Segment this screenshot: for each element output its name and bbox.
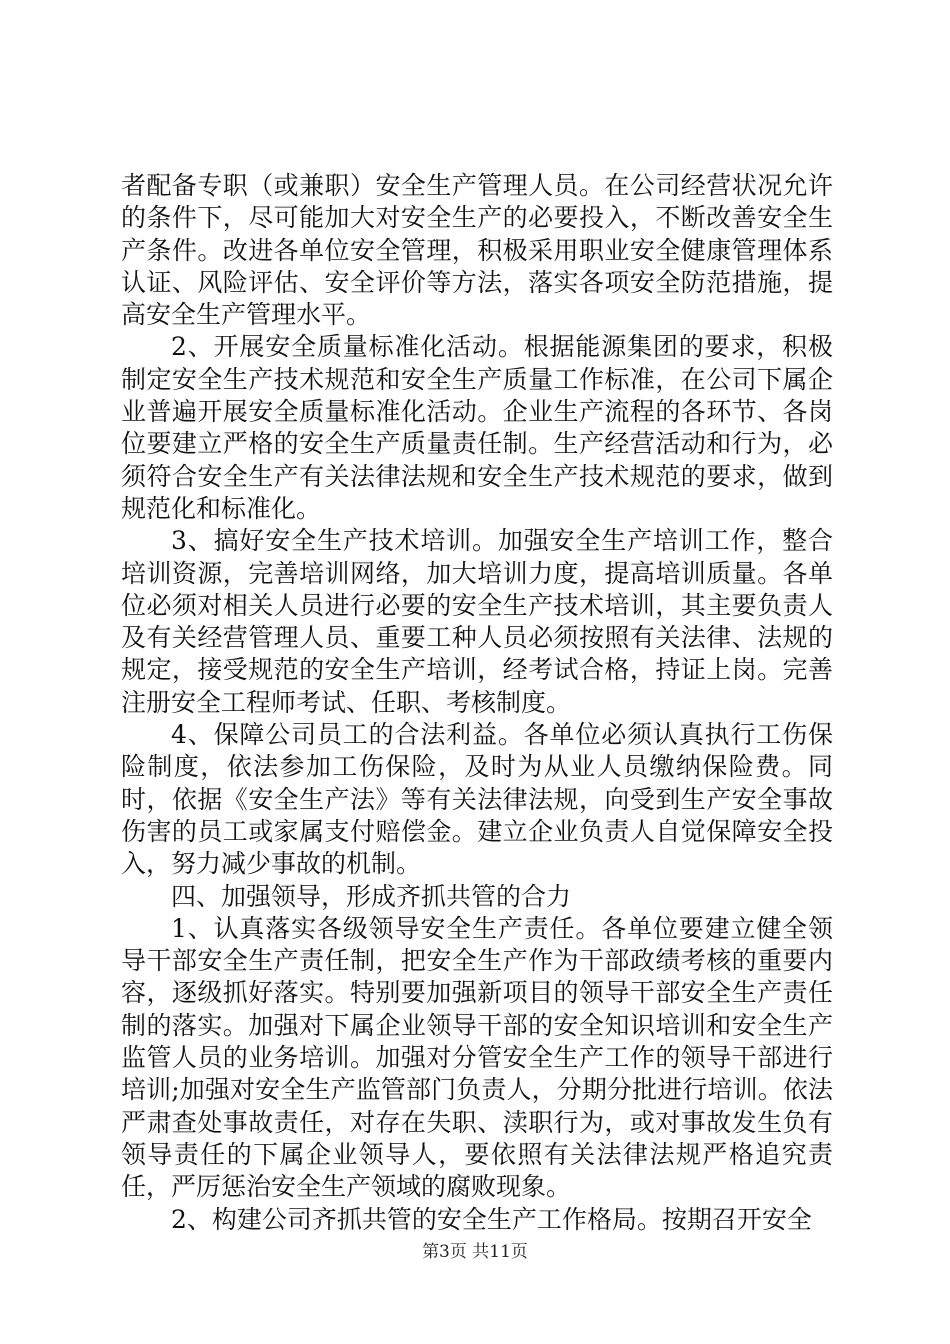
paragraph-3: 3、搞好安全生产技术培训。加强安全生产培训工作，整合培训资源，完善培训网络，加大培训力度，提高培训质量。各单位必须对相关人员进行必要的安全生产技术培训，其主要负责人及有关经营管理人员、重要工种人员必须按照有关法律、法规的规定，接受规范的安全生产培训，经考试合格，持证上岗。完善注册安全工程师考试、任职、考核制度。	[121, 526, 833, 717]
document-body	[121, 170, 833, 1236]
paragraph-1: 者配备专职（或兼职）安全生产管理人员。在公司经营状况允许的条件下，尽可能加大对安全生产的必要投入，不断改善安全生产条件。改进各单位安全管理，积极采用职业安全健康管理体系认证、风险评估、安全评价等方法，落实各项安全防范措施，提高安全生产管理水平。	[121, 171, 833, 330]
paragraph-5: 1、认真落实各级领导安全生产责任。各单位要建立健全领导干部安全生产责任制，把安全生产作为干部政绩考核的重要内容，逐级抓好落实。特别要加强新项目的领导干部安全生产责任制的落实。加强对下属企业领导干部的安全知识培训和安全生产监管人员的业务培训。加强对分管安全生产工作的领导干部进行培训;加强对安全生产监管部门负责人，分期分批进行培训。依法严肃查处事故责任，对存在失职、渎职行为，或对事故发生负有领导责任的下属企业领导人，要依照有关法律法规严格追究责任，严厉惩治安全生产领域的腐败现象。	[121, 913, 833, 1202]
paragraph-6: 2、构建公司齐抓共管的安全生产工作格局。按期召开安全	[171, 1204, 812, 1234]
section-heading: 四、加强领导，形成齐抓共管的合力	[171, 881, 572, 911]
paragraph-4: 4、保障公司员工的合法利益。各单位必须认真执行工伤保险制度，依法参加工伤保险，及时为从业人员缴纳保险费。同时，依据《安全生产法》等有关法律法规，向受到生产安全事故伤害的员工或家属支付赔偿金。建立企业负责人自觉保障安全投入，努力减少事故的机制。	[121, 720, 833, 879]
page-footer: 第3页 共11页	[422, 1242, 528, 1262]
paragraph-2: 2、开展安全质量标准化活动。根据能源集团的要求，积极制定安全生产技术规范和安全生产质量工作标准，在公司下属企业普遍开展安全质量标准化活动。企业生产流程的各环节、各岗位要建立严格的安全生产质量责任制。生产经营活动和行为，必须符合安全生产有关法律法规和安全生产技术规范的要求，做到规范化和标准化。	[121, 332, 833, 523]
